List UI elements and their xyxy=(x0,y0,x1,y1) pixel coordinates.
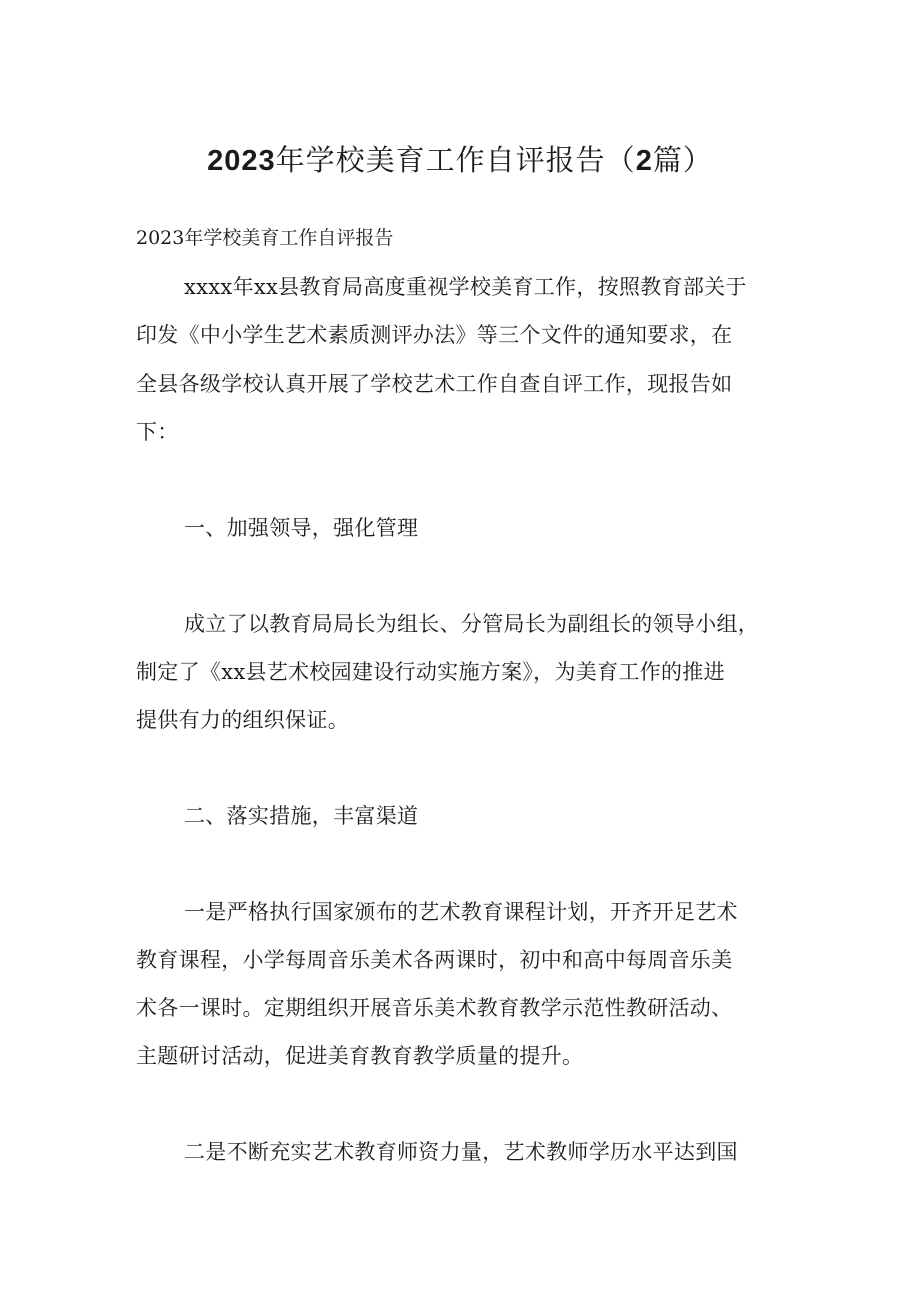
paragraph-line: 下： xyxy=(136,420,179,444)
title-end: 篇） xyxy=(652,143,713,177)
paragraph-line: 二是不断充实艺术教育师资力量，艺术教师学历水平达到国 xyxy=(184,1140,738,1164)
paragraph-line: 术各一课时。定期组织开展音乐美术教育教学示范性教研活动、 xyxy=(136,996,733,1020)
section-heading: 二、落实措施，丰富渠道 xyxy=(184,804,419,828)
title-text: 年学校美育工作自评报告（ xyxy=(275,143,636,177)
paragraph-line: 成立了以教育局局长为组长、分管局长为副组长的领导小组， xyxy=(184,612,760,636)
section-heading: 一、加强领导，强化管理 xyxy=(184,516,419,540)
document-title xyxy=(0,138,920,183)
paragraph-line: xxxx年xx县教育局高度重视学校美育工作，按照教育部关于 xyxy=(184,275,747,299)
paragraph-line: 全县各级学校认真开展了学校艺术工作自查自评工作，现报告如 xyxy=(136,372,733,396)
paragraph-line: 制定了《xx县艺术校园建设行动实施方案》，为美育工作的推进 xyxy=(136,660,725,684)
document-subtitle: 2023年学校美育工作自评报告 xyxy=(136,227,394,249)
paragraph-line: 主题研讨活动，促进美育教育教学质量的提升。 xyxy=(136,1044,584,1068)
paragraph-line: 印发《中小学生艺术素质测评办法》等三个文件的通知要求，在 xyxy=(136,323,733,347)
paragraph-line: 教育课程，小学每周音乐美术各两课时，初中和高中每周音乐美 xyxy=(136,948,733,972)
paragraph-line: 一是严格执行国家颁布的艺术教育课程计划，开齐开足艺术 xyxy=(184,900,738,924)
title-year: 2023 xyxy=(207,145,276,177)
title-count: 2 xyxy=(635,145,653,177)
paragraph-line: 提供有力的组织保证。 xyxy=(136,708,349,732)
